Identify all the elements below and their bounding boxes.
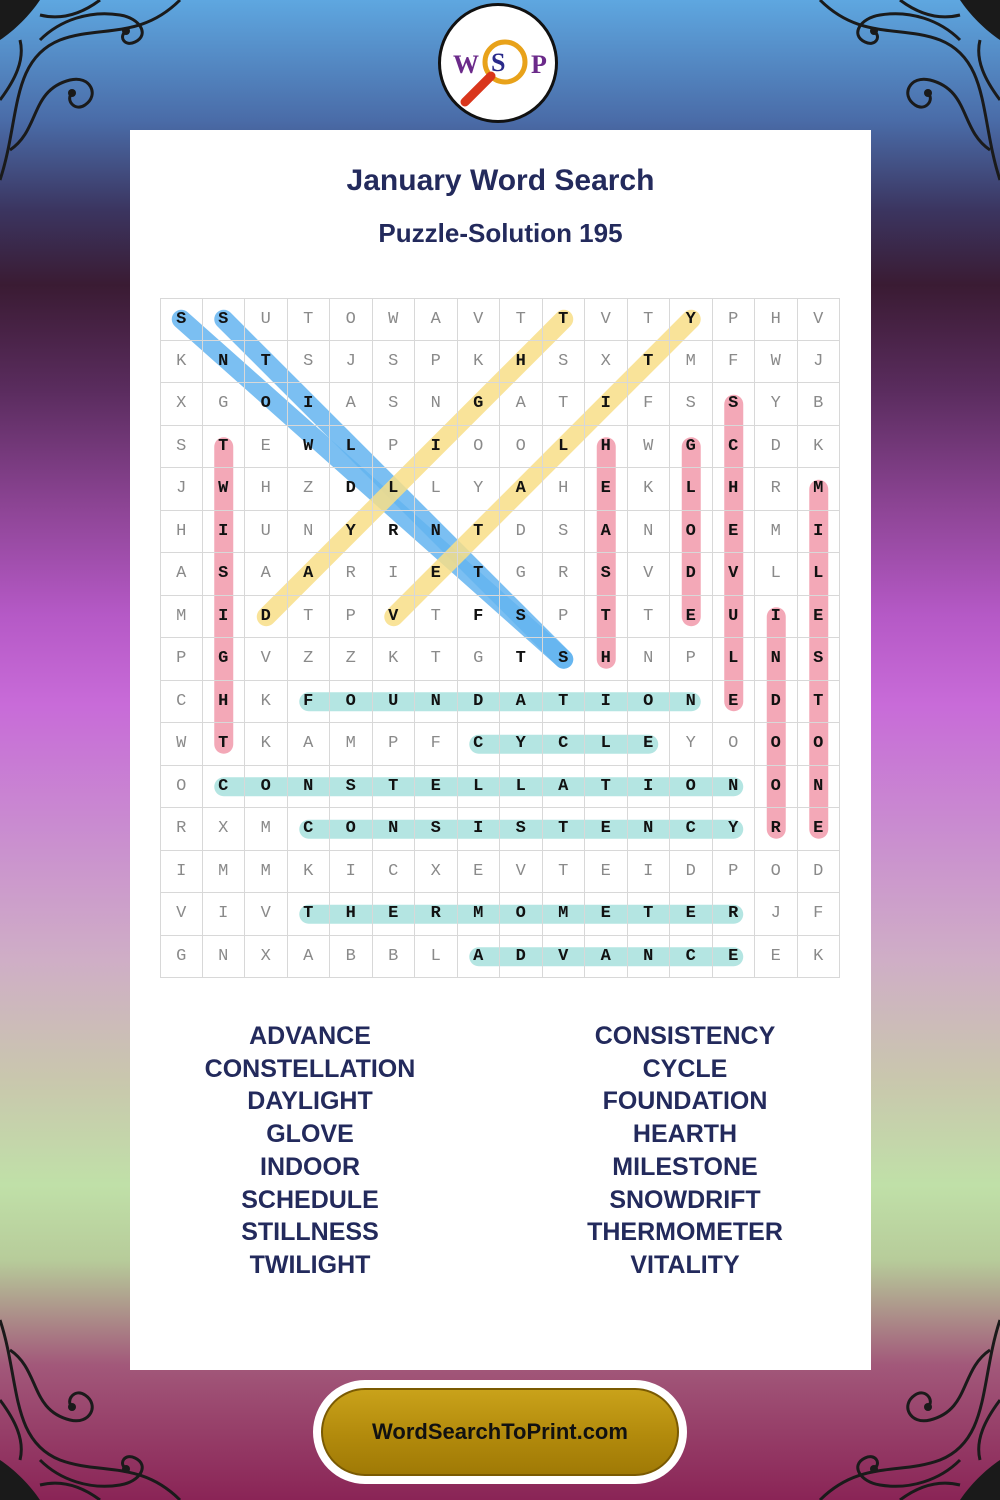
grid-cell[interactable]: W (373, 298, 416, 341)
grid-cell[interactable]: D (245, 596, 288, 639)
grid-cell[interactable]: Y (458, 468, 501, 511)
grid-cell[interactable]: G (670, 426, 713, 469)
grid-cell[interactable]: K (245, 723, 288, 766)
grid-cell[interactable]: M (160, 596, 203, 639)
grid-cell[interactable]: E (713, 511, 756, 554)
word-list-item: FOUNDATION (602, 1087, 768, 1116)
grid-cell[interactable]: T (458, 511, 501, 554)
grid-cell[interactable]: I (798, 511, 841, 554)
word-list-item: SCHEDULE (241, 1185, 379, 1214)
grid-cell[interactable]: Y (755, 383, 798, 426)
grid-cell[interactable]: O (330, 681, 373, 724)
grid-cell[interactable]: N (713, 766, 756, 809)
grid-cell[interactable]: B (798, 383, 841, 426)
word-list-item: INDOOR (260, 1152, 360, 1181)
word-list-item: STILLNESS (241, 1218, 379, 1247)
word-list-item: CYCLE (642, 1054, 728, 1083)
grid-cell[interactable]: D (798, 851, 841, 894)
grid-cell[interactable]: K (798, 936, 841, 979)
grid-cell[interactable]: P (373, 723, 416, 766)
page-title: January Word Search (346, 164, 655, 197)
grid-cell[interactable]: Y (670, 723, 713, 766)
grid-cell[interactable]: L (330, 426, 373, 469)
grid-cell[interactable]: E (755, 936, 798, 979)
grid-cell[interactable]: E (585, 851, 628, 894)
grid-cell[interactable]: B (330, 936, 373, 979)
grid-cell[interactable]: N (415, 383, 458, 426)
puzzle-panel (130, 130, 871, 1370)
grid-cell[interactable]: C (203, 766, 246, 809)
grid-cell[interactable]: G (500, 553, 543, 596)
grid-cell[interactable]: L (500, 766, 543, 809)
grid-cell[interactable]: C (458, 723, 501, 766)
grid-cell[interactable]: E (713, 936, 756, 979)
grid-cell[interactable]: T (628, 893, 671, 936)
grid-cell[interactable]: O (755, 723, 798, 766)
word-list-item: HEARTH (632, 1120, 738, 1149)
grid-cell[interactable]: T (415, 638, 458, 681)
grid-cell[interactable]: M (245, 851, 288, 894)
grid-cell[interactable]: E (798, 596, 841, 639)
word-list-right (505, 1020, 865, 1282)
grid-cell[interactable]: K (798, 426, 841, 469)
grid-cell[interactable]: O (798, 723, 841, 766)
word-list-item: DAYLIGHT (247, 1087, 373, 1116)
grid-cell[interactable]: T (585, 596, 628, 639)
word-list-item: SNOWDRIFT (609, 1185, 761, 1214)
grid-cell[interactable]: P (373, 426, 416, 469)
grid-cell[interactable]: N (415, 511, 458, 554)
grid-cell[interactable]: O (670, 511, 713, 554)
grid-cell[interactable]: E (415, 766, 458, 809)
grid-cell[interactable]: S (500, 808, 543, 851)
grid-cell[interactable]: L (373, 468, 416, 511)
grid-cell[interactable]: F (628, 383, 671, 426)
grid-cell[interactable]: O (245, 766, 288, 809)
grid-cell[interactable]: C (160, 681, 203, 724)
word-list-item: ADVANCE (249, 1022, 371, 1050)
grid-cell[interactable]: E (713, 681, 756, 724)
grid-cell[interactable]: W (755, 341, 798, 384)
grid-cell[interactable]: S (713, 383, 756, 426)
grid-cell[interactable]: T (245, 341, 288, 384)
grid-cell[interactable]: L (415, 468, 458, 511)
grid-cell[interactable]: F (713, 341, 756, 384)
grid-cell[interactable]: A (500, 681, 543, 724)
grid-cell[interactable]: T (458, 553, 501, 596)
grid-cell[interactable]: J (798, 341, 841, 384)
grid-cell[interactable]: N (628, 511, 671, 554)
grid-cell[interactable]: R (373, 511, 416, 554)
page-subtitle: Puzzle-Solution 195 (378, 218, 623, 248)
grid-cell[interactable]: I (458, 808, 501, 851)
grid-cell[interactable]: T (500, 298, 543, 341)
letter-grid (160, 298, 840, 978)
grid-cell[interactable]: A (288, 936, 331, 979)
grid-cell[interactable]: C (670, 808, 713, 851)
grid-cell[interactable]: L (585, 723, 628, 766)
grid-cell[interactable]: D (500, 511, 543, 554)
grid-cell[interactable]: V (628, 553, 671, 596)
grid-cell[interactable]: W (628, 426, 671, 469)
grid-cell[interactable]: G (203, 638, 246, 681)
grid-cell[interactable]: R (330, 553, 373, 596)
grid-cell[interactable]: G (203, 383, 246, 426)
grid-cell[interactable]: N (670, 681, 713, 724)
grid-cell[interactable]: D (458, 681, 501, 724)
grid-cell[interactable]: V (245, 893, 288, 936)
grid-cell[interactable]: N (628, 808, 671, 851)
grid-cell[interactable]: O (330, 298, 373, 341)
grid-cell[interactable]: T (415, 596, 458, 639)
grid-cell[interactable]: V (245, 638, 288, 681)
grid-cell[interactable]: K (160, 341, 203, 384)
grid-cell[interactable]: N (628, 936, 671, 979)
grid-cell[interactable]: D (330, 468, 373, 511)
grid-cell[interactable]: O (670, 766, 713, 809)
grid-cell[interactable]: S (585, 553, 628, 596)
grid-cell[interactable]: I (288, 383, 331, 426)
grid-cell[interactable]: B (373, 936, 416, 979)
grid-cell[interactable]: D (755, 426, 798, 469)
grid-cell[interactable]: T (628, 596, 671, 639)
grid-cell[interactable]: P (713, 298, 756, 341)
site-link-label: WordSearchToPrint.com (321, 1388, 679, 1476)
grid-cell[interactable]: F (415, 723, 458, 766)
grid-cell[interactable]: T (543, 383, 586, 426)
grid-cell[interactable]: T (203, 723, 246, 766)
grid-cell[interactable]: X (415, 851, 458, 894)
grid-cell[interactable]: H (203, 681, 246, 724)
grid-cell[interactable]: K (628, 468, 671, 511)
grid-cell[interactable]: P (330, 596, 373, 639)
grid-cell[interactable]: N (373, 808, 416, 851)
grid-cell[interactable]: L (415, 936, 458, 979)
grid-cell[interactable]: I (160, 851, 203, 894)
grid-cell[interactable]: V (458, 298, 501, 341)
grid-cell[interactable]: A (585, 936, 628, 979)
grid-cell[interactable]: S (543, 511, 586, 554)
grid-cell[interactable]: M (543, 893, 586, 936)
word-list-item: CONSTELLATION (204, 1054, 416, 1083)
grid-cell[interactable]: T (585, 766, 628, 809)
grid-cell[interactable]: Y (500, 723, 543, 766)
grid-cell[interactable]: Y (713, 808, 756, 851)
grid-cell[interactable]: W (288, 426, 331, 469)
grid-cell[interactable]: N (288, 766, 331, 809)
grid-cell[interactable]: I (330, 851, 373, 894)
grid-cell[interactable]: S (798, 638, 841, 681)
grid-cell[interactable]: C (288, 808, 331, 851)
grid-cell[interactable]: T (373, 766, 416, 809)
grid-cell[interactable]: T (543, 808, 586, 851)
grid-cell[interactable]: A (543, 766, 586, 809)
grid-cell[interactable]: W (160, 723, 203, 766)
grid-cell[interactable]: Z (288, 638, 331, 681)
grid-cell[interactable]: F (798, 893, 841, 936)
grid-cell[interactable]: T (203, 426, 246, 469)
grid-cell[interactable]: I (203, 596, 246, 639)
grid-cell[interactable]: H (160, 511, 203, 554)
grid-cell[interactable]: L (755, 553, 798, 596)
logo-letter-w: W (453, 50, 479, 79)
grid-cell[interactable]: I (415, 426, 458, 469)
grid-cell[interactable]: T (543, 681, 586, 724)
grid-cell[interactable]: D (755, 681, 798, 724)
grid-cell[interactable]: S (373, 383, 416, 426)
grid-cell[interactable]: D (500, 936, 543, 979)
grid-cell[interactable]: R (160, 808, 203, 851)
grid-cell[interactable]: P (415, 341, 458, 384)
grid-cell[interactable]: M (755, 511, 798, 554)
grid-cell[interactable]: I (203, 511, 246, 554)
grid-cell[interactable]: E (628, 723, 671, 766)
grid-cell[interactable]: S (203, 298, 246, 341)
grid-cell[interactable]: J (160, 468, 203, 511)
grid-cell[interactable]: Z (288, 468, 331, 511)
grid-cell[interactable]: C (713, 426, 756, 469)
grid-cell[interactable]: V (373, 596, 416, 639)
grid-cell[interactable]: G (458, 638, 501, 681)
grid-cell[interactable]: R (415, 893, 458, 936)
grid-cell[interactable]: H (330, 893, 373, 936)
grid-cell[interactable]: O (160, 766, 203, 809)
grid-cell[interactable]: W (203, 468, 246, 511)
grid-cell[interactable]: L (798, 553, 841, 596)
grid-cell[interactable]: O (245, 383, 288, 426)
grid-cell[interactable]: I (628, 851, 671, 894)
grid-cell[interactable]: S (373, 341, 416, 384)
grid-cell[interactable]: E (585, 808, 628, 851)
grid-cell[interactable]: V (543, 936, 586, 979)
grid-cell[interactable]: E (585, 893, 628, 936)
grid-cell[interactable]: P (160, 638, 203, 681)
word-list-left (130, 1020, 490, 1282)
grid-cell[interactable]: P (713, 851, 756, 894)
grid-cell[interactable]: O (500, 426, 543, 469)
grid-cell[interactable]: F (458, 596, 501, 639)
grid-cell[interactable]: R (713, 893, 756, 936)
grid-cell[interactable]: E (373, 893, 416, 936)
grid-cell[interactable]: H (585, 638, 628, 681)
grid-cell[interactable]: A (330, 383, 373, 426)
grid-cell[interactable]: P (543, 596, 586, 639)
grid-cell[interactable]: M (245, 808, 288, 851)
grid-cell[interactable]: T (288, 298, 331, 341)
grid-cell[interactable]: V (160, 893, 203, 936)
grid-cell[interactable]: A (288, 553, 331, 596)
grid-cell[interactable]: C (373, 851, 416, 894)
grid-cell[interactable]: R (755, 808, 798, 851)
grid-cell[interactable]: I (585, 383, 628, 426)
grid-cell[interactable]: P (670, 638, 713, 681)
grid-cell[interactable]: T (543, 851, 586, 894)
grid-cell[interactable]: U (245, 511, 288, 554)
grid-cell[interactable]: A (288, 723, 331, 766)
grid-cell[interactable]: H (245, 468, 288, 511)
grid-cell[interactable]: A (585, 511, 628, 554)
grid-cell[interactable]: X (585, 341, 628, 384)
grid-cell[interactable]: S (288, 341, 331, 384)
grid-cell[interactable]: O (755, 766, 798, 809)
grid-cell[interactable]: I (373, 553, 416, 596)
grid-cell[interactable]: N (288, 511, 331, 554)
word-search-grid (160, 298, 840, 978)
grid-cell[interactable]: S (670, 383, 713, 426)
grid-cell[interactable]: E (670, 893, 713, 936)
grid-cell[interactable]: O (458, 426, 501, 469)
grid-cell[interactable]: T (628, 298, 671, 341)
grid-cell[interactable]: C (670, 936, 713, 979)
grid-cell[interactable]: G (458, 383, 501, 426)
grid-cell[interactable]: N (203, 936, 246, 979)
grid-cell[interactable]: O (330, 808, 373, 851)
grid-cell[interactable]: H (543, 468, 586, 511)
grid-cell[interactable]: V (585, 298, 628, 341)
grid-cell[interactable]: Y (670, 298, 713, 341)
grid-cell[interactable]: T (288, 596, 331, 639)
grid-cell[interactable]: S (330, 766, 373, 809)
grid-cell[interactable]: I (585, 681, 628, 724)
grid-cell[interactable]: E (670, 596, 713, 639)
word-list-item: THERMOMETER (587, 1218, 783, 1247)
grid-cell[interactable]: M (203, 851, 246, 894)
grid-cell[interactable]: F (288, 681, 331, 724)
word-list-item: TWILIGHT (249, 1250, 371, 1279)
grid-cell[interactable]: D (670, 553, 713, 596)
grid-cell[interactable]: K (288, 851, 331, 894)
grid-cell[interactable]: M (458, 893, 501, 936)
grid-cell[interactable]: D (670, 851, 713, 894)
grid-cell[interactable]: A (458, 936, 501, 979)
grid-cell[interactable]: V (798, 298, 841, 341)
site-link-button[interactable] (313, 1380, 687, 1484)
grid-cell[interactable]: A (500, 383, 543, 426)
grid-cell[interactable]: H (585, 426, 628, 469)
grid-cell[interactable]: S (203, 553, 246, 596)
grid-cell[interactable]: N (203, 341, 246, 384)
grid-cell[interactable]: Y (330, 511, 373, 554)
grid-cell[interactable]: S (543, 638, 586, 681)
grid-cell[interactable]: K (458, 341, 501, 384)
logo-letter-p: P (531, 50, 547, 79)
grid-cell[interactable]: L (458, 766, 501, 809)
grid-cell[interactable]: N (628, 638, 671, 681)
word-list-item: VITALITY (630, 1250, 740, 1279)
word-list-item: GLOVE (266, 1120, 354, 1149)
grid-cell[interactable]: C (543, 723, 586, 766)
grid-cell[interactable]: U (713, 596, 756, 639)
grid-cell[interactable]: N (755, 638, 798, 681)
grid-cell[interactable]: S (160, 298, 203, 341)
grid-cell[interactable]: O (713, 723, 756, 766)
grid-cell[interactable]: S (415, 808, 458, 851)
grid-cell[interactable]: Z (330, 638, 373, 681)
grid-cell[interactable]: M (798, 468, 841, 511)
grid-cell[interactable]: T (543, 298, 586, 341)
grid-cell[interactable]: I (203, 893, 246, 936)
grid-cell[interactable]: R (755, 468, 798, 511)
grid-cell[interactable]: K (373, 638, 416, 681)
grid-cell[interactable]: X (160, 383, 203, 426)
grid-cell[interactable]: J (330, 341, 373, 384)
grid-cell[interactable]: O (755, 851, 798, 894)
grid-cell[interactable]: M (330, 723, 373, 766)
word-list-item: MILESTONE (612, 1152, 758, 1181)
grid-cell[interactable]: E (245, 426, 288, 469)
grid-cell[interactable]: N (415, 681, 458, 724)
grid-cell[interactable]: E (415, 553, 458, 596)
grid-cell[interactable]: S (500, 596, 543, 639)
grid-cell[interactable]: S (543, 341, 586, 384)
grid-cell[interactable]: A (160, 553, 203, 596)
grid-cell[interactable]: A (415, 298, 458, 341)
grid-cell[interactable]: I (755, 596, 798, 639)
grid-cell[interactable]: I (628, 766, 671, 809)
grid-cell[interactable]: T (798, 681, 841, 724)
grid-cell[interactable]: H (500, 341, 543, 384)
grid-cell[interactable]: V (713, 553, 756, 596)
grid-cell[interactable]: X (245, 936, 288, 979)
wsp-logo (438, 3, 558, 123)
grid-cell[interactable]: U (245, 298, 288, 341)
grid-cell[interactable]: A (500, 468, 543, 511)
grid-cell[interactable]: L (543, 426, 586, 469)
grid-cell[interactable]: E (798, 808, 841, 851)
logo-letter-s: S (491, 48, 506, 77)
grid-cell[interactable]: X (203, 808, 246, 851)
grid-cell[interactable]: V (500, 851, 543, 894)
grid-cell[interactable]: T (500, 638, 543, 681)
grid-cell[interactable]: O (628, 681, 671, 724)
grid-cell[interactable]: N (798, 766, 841, 809)
grid-cell[interactable]: E (458, 851, 501, 894)
grid-cell[interactable]: R (543, 553, 586, 596)
grid-cell[interactable]: E (585, 468, 628, 511)
grid-cell[interactable]: J (755, 893, 798, 936)
word-list-item: CONSISTENCY (594, 1022, 776, 1050)
grid-cell[interactable]: L (670, 468, 713, 511)
grid-cell[interactable]: H (713, 468, 756, 511)
grid-cell[interactable]: A (245, 553, 288, 596)
grid-cell[interactable]: M (670, 341, 713, 384)
grid-cell[interactable]: O (500, 893, 543, 936)
grid-cell[interactable]: G (160, 936, 203, 979)
grid-cell[interactable]: T (288, 893, 331, 936)
grid-cell[interactable]: K (245, 681, 288, 724)
grid-cell[interactable]: S (160, 426, 203, 469)
grid-cell[interactable]: U (373, 681, 416, 724)
grid-cell[interactable]: L (713, 638, 756, 681)
grid-cell[interactable]: H (755, 298, 798, 341)
grid-cell[interactable]: T (628, 341, 671, 384)
